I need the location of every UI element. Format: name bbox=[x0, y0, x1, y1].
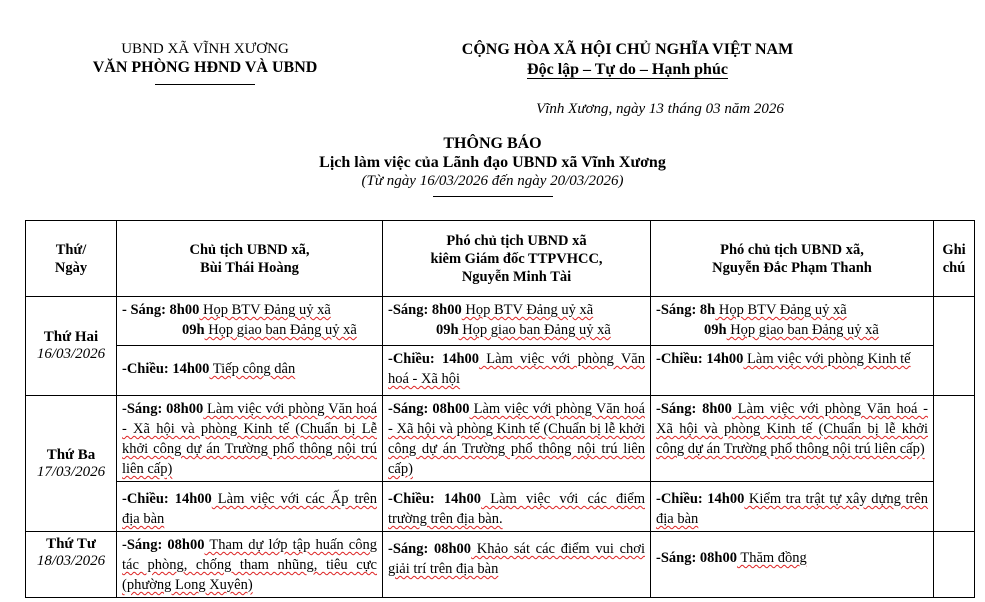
schedule-cell: -Chiều: 14h00 Làm việc với phòng Văn hoá - Xã hội bbox=[383, 346, 651, 396]
schedule-cell: -Chiều: 14h00 Làm việc với các Ấp trên địa bàn bbox=[117, 482, 383, 532]
national-motto-block bbox=[400, 40, 855, 80]
schedule-cell: -Sáng: 08h00 Tham dự lớp tập huấn công tác phòng, chống tham nhũng, tiêu cực (phường Long Xuyên) bbox=[117, 532, 383, 598]
schedule-cell: -Sáng: 08h00 Làm việc với phòng Văn hoá - Xã hội và phòng Kinh tế (Chuẩn bị Lễ khởi công dự án Trường phổ thông nội trú liên cấp) bbox=[117, 396, 383, 482]
table-header-row bbox=[26, 221, 975, 297]
issuer-block bbox=[40, 40, 370, 85]
schedule-table bbox=[25, 220, 975, 598]
day-cell-monday: Thứ Hai 16/03/2026 bbox=[26, 297, 117, 396]
header-day: Thứ/ Ngày bbox=[26, 221, 117, 297]
schedule-cell: -Sáng: 08h00 Khảo sát các điểm vui chơi giải trí trên địa bàn bbox=[383, 532, 651, 598]
table-row bbox=[26, 297, 975, 346]
schedule-cell: -Sáng: 8h00 Làm việc với phòng Văn hoá - Xã hội và phòng Kinh tế (Chuẩn bị lễ khởi công dự án Trường phổ thông nội trú liên cấp) bbox=[651, 396, 934, 482]
schedule-cell: -Chiều: 14h00 Làm việc với phòng Kinh tế bbox=[651, 346, 934, 396]
note-cell bbox=[934, 532, 975, 598]
title-divider bbox=[433, 196, 553, 197]
schedule-cell: -Chiều: 14h00 Kiểm tra trật tự xây dựng trên địa bàn bbox=[651, 482, 934, 532]
schedule-cell: - Sáng: 8h00 Họp BTV Đảng uỷ xã 09h Họp giao ban Đảng uỷ xã bbox=[117, 297, 383, 346]
day-cell-tuesday: Thứ Ba 17/03/2026 bbox=[26, 396, 117, 532]
notice-subtitle: Lịch làm việc của Lãnh đạo UBND xã Vĩnh Xương bbox=[319, 154, 666, 171]
header-vice-chairman-2: Phó chủ tịch UBND xã, Nguyễn Đắc Phạm Thanh bbox=[651, 221, 934, 297]
note-cell bbox=[934, 396, 975, 532]
table-row bbox=[26, 532, 975, 598]
note-cell bbox=[934, 297, 975, 396]
day-cell-wednesday: Thứ Tư 18/03/2026 bbox=[26, 532, 117, 598]
national-motto: Độc lập – Tự do – Hạnh phúc bbox=[527, 61, 728, 78]
schedule-cell: -Sáng: 8h Họp BTV Đảng uỷ xã 09h Họp giao ban Đảng uỷ xã bbox=[651, 297, 934, 346]
header-vice-chairman-1: Phó chủ tịch UBND xã kiêm Giám đốc TTPVHCC, Nguyễn Minh Tài bbox=[383, 221, 651, 297]
issuer-divider bbox=[155, 84, 255, 85]
schedule-cell: -Chiều: 14h00 Làm việc với các điểm trường trên địa bàn. bbox=[383, 482, 651, 532]
schedule-cell: -Sáng: 08h00 Thăm đồng bbox=[651, 532, 934, 598]
schedule-cell: -Sáng: 08h00 Làm việc với phòng Văn hoá - Xã hội và phòng Kinh tế (Chuẩn bị lễ khởi công dự án Trường phổ thông nội trú liên cấp) bbox=[383, 396, 651, 482]
document-dateline: Vĩnh Xương, ngày 13 tháng 03 năm 2026 bbox=[536, 101, 784, 117]
issuer-parent-org: UBND XÃ VĨNH XƯƠNG bbox=[121, 41, 289, 57]
table-row bbox=[26, 482, 975, 532]
issuer-office: VĂN PHÒNG HĐND VÀ UBND bbox=[92, 59, 318, 76]
schedule-cell: -Chiều: 14h00 Tiếp công dân bbox=[117, 346, 383, 396]
schedule-cell: -Sáng: 8h00 Họp BTV Đảng uỷ xã 09h Họp giao ban Đảng uỷ xã bbox=[383, 297, 651, 346]
notice-date-range: (Từ ngày 16/03/2026 đến ngày 20/03/2026) bbox=[361, 173, 624, 189]
header-note: Ghi chú bbox=[934, 221, 975, 297]
notice-title-block bbox=[250, 134, 735, 197]
notice-title: THÔNG BÁO bbox=[443, 135, 542, 152]
header-chairman: Chủ tịch UBND xã, Bùi Thái Hoàng bbox=[117, 221, 383, 297]
national-title: CỘNG HÒA XÃ HỘI CHỦ NGHĨA VIỆT NAM bbox=[461, 41, 794, 58]
table-row bbox=[26, 346, 975, 396]
table-row bbox=[26, 396, 975, 482]
